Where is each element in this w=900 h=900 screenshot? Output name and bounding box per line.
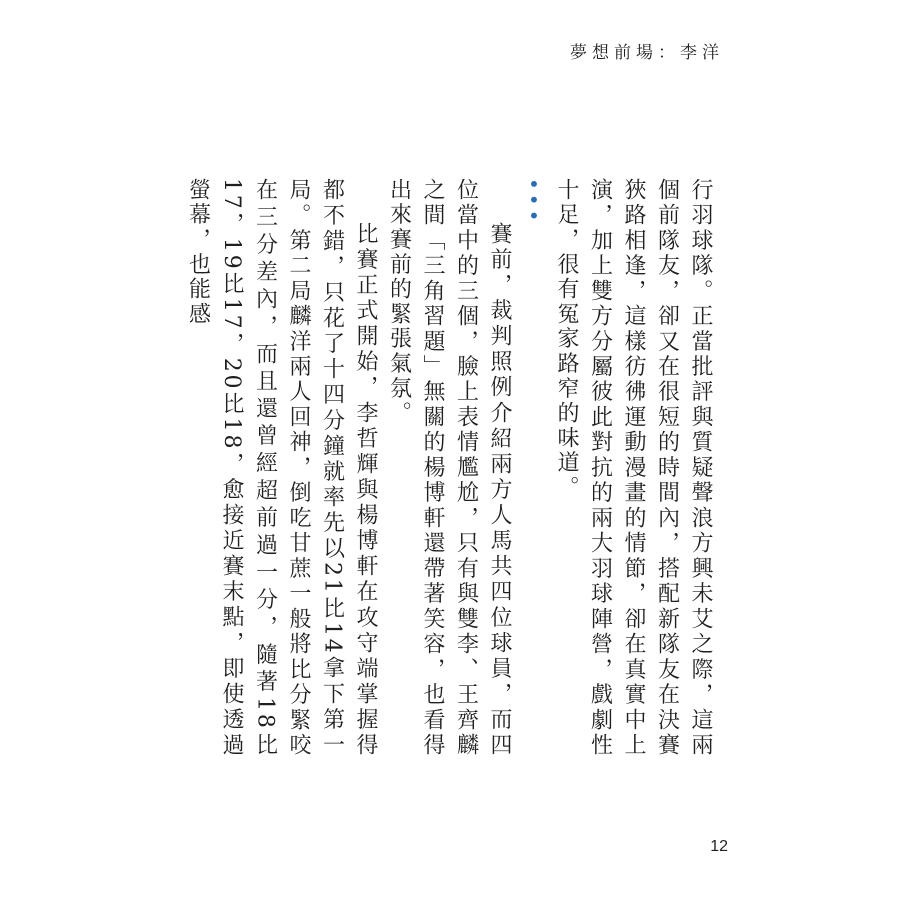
section-separator-dots: •••: [521, 178, 546, 226]
paragraph-3: 比賽正式開始，李哲輝與楊博軒在攻守端掌握得都不錯，只花了十四分鐘就率先以21比14拿下第一局。第二局麟洋兩人回神，倒吃甘蔗一般將比分緊咬在三分差內，而且還曾經超前過一分，隨著18比17，19比17，20比18，愈接近賽末點，即使透過螢幕，也能感: [185, 178, 378, 758]
running-header: 夢想前場：李洋: [570, 43, 724, 63]
body-text: [181, 178, 717, 758]
paragraph-2: 賽前，裁判照例介紹兩方人馬共四位球員，而四位當中的三個，臉上表情尷尬，只有與雙李、王齊麟之間「三角習題」無關的楊博軒還帶著笑容，也看得出來賽前的緊張氣氛。: [386, 178, 512, 758]
page-number: 12: [710, 838, 728, 855]
paragraph-1: 行羽球隊。正當批評與質疑聲浪方興未艾之際，這兩個前隊友，卻又在很短的時間內，搭配新隊友在決賽狹路相逢，這樣彷彿運動漫畫的情節，卻在真實中上演，加上雙方分屬彼此對抗的兩大羽球陣營，戲劇性十足，很有冤家路窄的味道。: [554, 178, 713, 758]
